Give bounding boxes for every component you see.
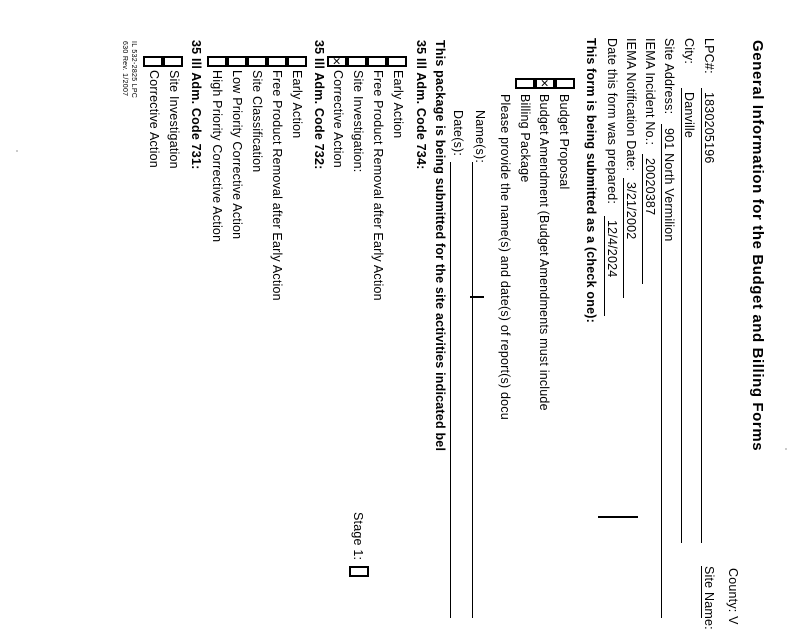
iema-incident-label: IEMA Incident No.: bbox=[643, 38, 657, 146]
code-731-heading: 35 Ill Adm. Code 731: bbox=[189, 40, 203, 170]
code-732-early-action-checkbox[interactable] bbox=[287, 56, 307, 67]
city-value: Danville bbox=[682, 92, 696, 139]
date-prepared-value: 12/4/2024 bbox=[605, 220, 619, 278]
site-name-label: Site Name: bbox=[702, 566, 716, 630]
iema-notification-underline bbox=[623, 178, 624, 298]
iema-notification-value: 3/21/2002 bbox=[624, 182, 638, 240]
iema-incident-value: 20020387 bbox=[643, 158, 657, 216]
code-734-free-product-checkbox[interactable] bbox=[367, 56, 387, 67]
scan-speck bbox=[16, 150, 18, 152]
dates-underline bbox=[450, 162, 451, 618]
code-732-site-classification-label: Site Classification bbox=[250, 70, 264, 173]
code-732-site-classification-checkbox[interactable] bbox=[247, 56, 267, 67]
lpc-value: 1830205196 bbox=[702, 92, 716, 164]
code-732-early-action-label: Early Action bbox=[290, 70, 304, 139]
code-734-corrective-action-label: Corrective Action bbox=[331, 70, 345, 168]
reports-instruction: Please provide the name(s) and date(s) of report(s) docu bbox=[498, 94, 512, 420]
submitted-as-instruction: This form is being submitted as a (check one): bbox=[584, 38, 598, 323]
names-label: Name(s): bbox=[473, 110, 487, 163]
code-732-high-priority-checkbox[interactable] bbox=[207, 56, 227, 67]
date-prepared-underline bbox=[604, 216, 605, 316]
dates-label: Date(s): bbox=[451, 110, 465, 157]
footer-form-number: IL 532-2825 LPC bbox=[130, 41, 137, 99]
code-731-corrective-action-label: Corrective Action bbox=[147, 70, 161, 168]
code-734-site-investigation-label: Site Investigation: bbox=[351, 70, 365, 173]
form-title: General Information for the Budget and Billing Forms bbox=[749, 40, 766, 452]
budget-proposal-label: Budget Proposal bbox=[557, 94, 571, 190]
site-name-underline bbox=[701, 566, 702, 618]
site-address-underline bbox=[661, 124, 662, 618]
code-734-free-product-label: Free Product Removal after Early Action bbox=[371, 70, 385, 301]
billing-package-label: Billing Package bbox=[518, 94, 532, 183]
code-734-early-action-label: Early Action bbox=[391, 70, 405, 139]
budget-amendment-checkbox[interactable] bbox=[535, 78, 555, 89]
county-label: County: V bbox=[726, 568, 740, 625]
stage-1-checkbox[interactable] bbox=[349, 566, 369, 577]
code-731-site-investigation-label: Site Investigation bbox=[167, 70, 181, 169]
field-edge-mark bbox=[598, 516, 638, 518]
site-address-value: 901 North Vermilion bbox=[662, 128, 676, 242]
code-732-free-product-checkbox[interactable] bbox=[267, 56, 287, 67]
code-732-low-priority-label: Low Priority Corrective Action bbox=[230, 70, 244, 240]
city-underline bbox=[681, 88, 682, 543]
package-statement: This package is being submitted for the site activities indicated bel bbox=[433, 40, 447, 452]
budget-amendment-label: Budget Amendment (Budget Amendments must include bbox=[537, 94, 551, 411]
lpc-label: LPC#: bbox=[702, 38, 716, 74]
code-731-corrective-action-checkbox[interactable] bbox=[143, 56, 163, 67]
iema-notification-label: IEMA Notification Date: bbox=[624, 38, 638, 172]
names-field-mark bbox=[470, 296, 484, 298]
code-734-site-investigation-checkbox[interactable] bbox=[347, 56, 367, 67]
stage-1-label: Stage 1: bbox=[351, 512, 365, 561]
scan-speck bbox=[785, 448, 787, 450]
code-732-heading: 35 Ill Adm. Code 732: bbox=[312, 40, 326, 170]
code-732-high-priority-label: High Priority Corrective Action bbox=[210, 70, 224, 243]
code-734-early-action-checkbox[interactable] bbox=[387, 56, 407, 67]
site-address-label: Site Address: bbox=[662, 38, 676, 115]
date-prepared-label: Date this form was prepared: bbox=[605, 38, 619, 205]
code-734-corrective-action-checkbox[interactable] bbox=[327, 56, 347, 67]
code-732-low-priority-checkbox[interactable] bbox=[227, 56, 247, 67]
iema-incident-underline bbox=[642, 154, 643, 284]
names-underline bbox=[472, 162, 473, 618]
county-value: V bbox=[726, 616, 740, 625]
code-734-heading: 35 Ill Adm. Code 734: bbox=[414, 40, 428, 170]
code-732-free-product-label: Free Product Removal after Early Action bbox=[270, 70, 284, 301]
footer-revision: 630 Rev. 1/2007 bbox=[121, 41, 128, 97]
code-731-site-investigation-checkbox[interactable] bbox=[163, 56, 183, 67]
lpc-underline bbox=[701, 88, 702, 543]
budget-proposal-checkbox[interactable] bbox=[555, 78, 575, 89]
billing-package-checkbox[interactable] bbox=[515, 78, 535, 89]
city-label: City: bbox=[682, 38, 696, 64]
